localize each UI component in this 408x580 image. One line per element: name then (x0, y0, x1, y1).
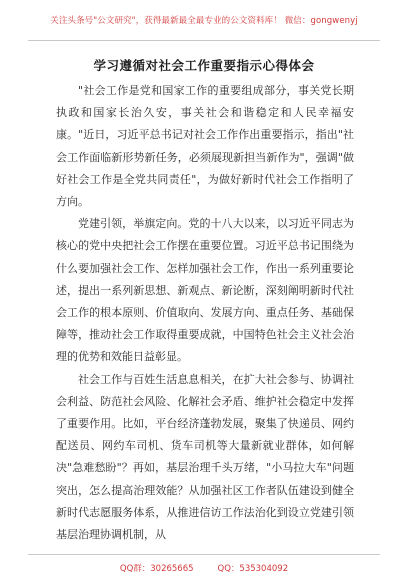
footer-qq: QQ：535304092 (217, 564, 289, 574)
footer-divider (28, 554, 380, 555)
footer (0, 562, 408, 574)
paragraph: 社会工作与百姓生活息息相关，在扩大社会参与、协调社会利益、防范社会风险、化解社会矛盾、维护社会稳定中发挥了重要作用。比如，平台经济蓬勃发展，聚集了快递员、网约配送员、网约车司机、货车司机等大量新就业群体，如何解决"急难愁盼"？再如，基层治理千头万绪，"小马拉大车"问题突出，怎么提高治理效能？从加强社区工作者队伍建设到健全新时代志愿服务体系，从推进信访工作法治化到设立党建引领基层治理协调机制，从 (56, 372, 354, 542)
document-body (56, 80, 354, 546)
header-banner: 关注头条号"公文研究"，获得最新最全最专业的公文资料库！ 微信：gongwenyj (50, 16, 358, 26)
header-divider (28, 40, 380, 41)
paragraph: "社会工作是党和国家工作的重要组成部分，事关党长期执政和国家长治久安，事关社会和谐稳定和人民幸福安康。"近日，习近平总书记对社会工作作出重要指示，指出"社会工作面临新形势新任务，必须展现新担当新作为"，强调"做好社会工作是全党共同责任"，为做好新时代社会工作指明了方向。 (56, 84, 354, 209)
footer-qq-group: QQ群：30265665 (119, 564, 194, 574)
paragraph: 党建引领，举旗定向。党的十八大以来，以习近平同志为核心的党中央把社会工作摆在重要位置。习近平总书记围绕为什么要加强社会工作、怎样加强社会工作，作出一系列重要论述，提出一系列新思想、新观点、新论断，深刻阐明新时代社会工作的根本原则、价值取向、发展方向、重点任务、基础保障等，推动社会工作取得重要成就，中国特色社会主义社会治理的优势和效能日益彰显。 (56, 217, 354, 364)
document-title: 学习遵循对社会工作重要指示心得体会 (93, 58, 315, 73)
